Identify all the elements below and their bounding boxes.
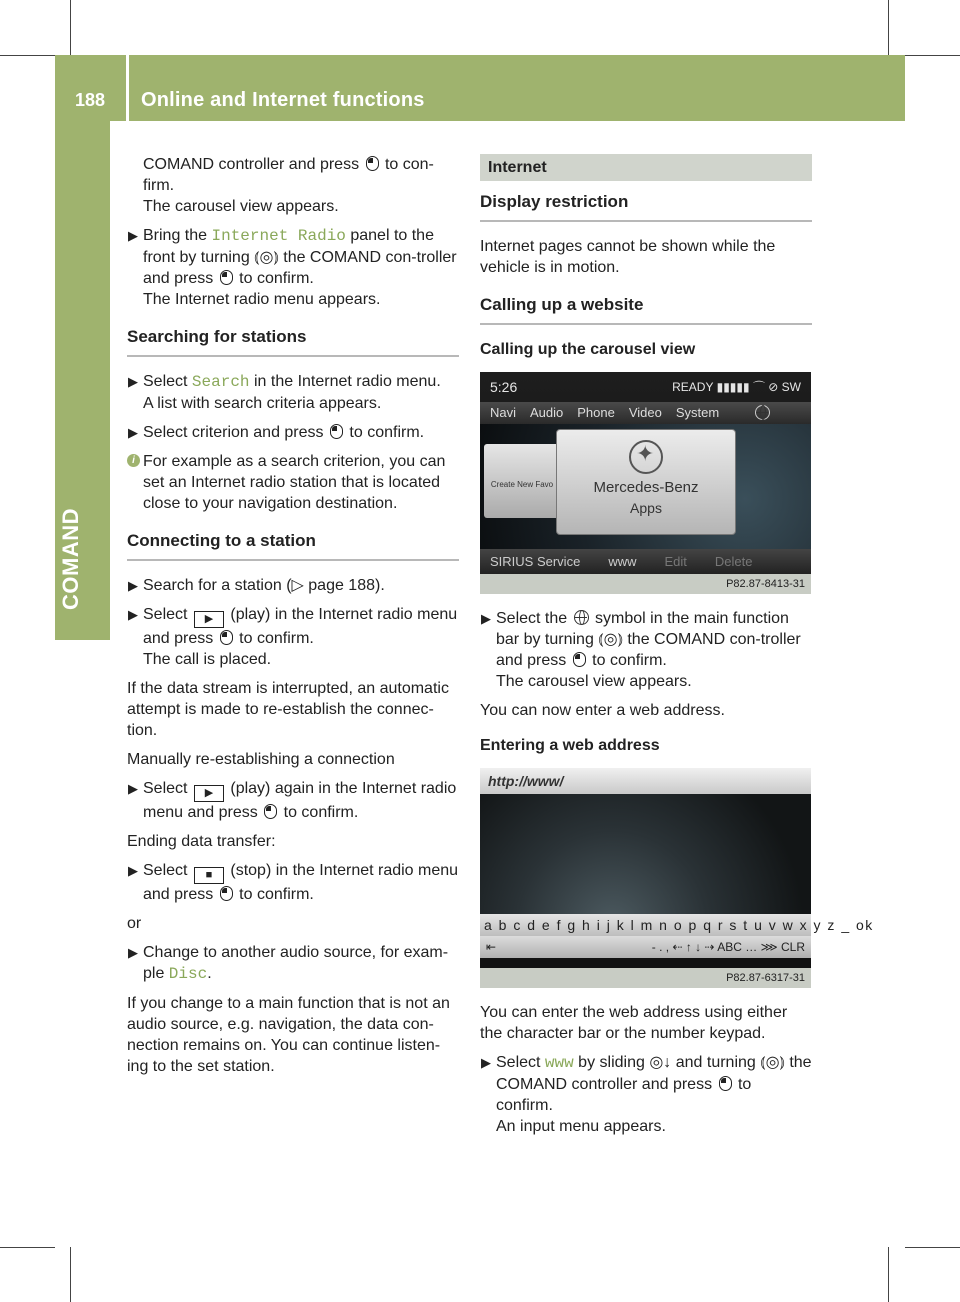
carousel-stage <box>480 424 811 549</box>
section-heading: Connecting to a station <box>127 530 459 561</box>
status-indicators: READY ▮▮▮▮▮ ⌒ ⊘ SW <box>672 380 801 394</box>
step-arrow-icon: ▶ <box>128 228 138 243</box>
press-knob-icon <box>573 652 586 667</box>
crop-mark <box>888 1247 889 1302</box>
step: ▶ Select ▶ (play) again in the Internet radio menu and press to confirm. <box>128 780 457 821</box>
crop-mark <box>70 0 71 55</box>
crop-mark <box>0 1247 55 1248</box>
crop-mark <box>905 55 960 56</box>
paragraph: You can now enter a web address. <box>480 702 725 719</box>
menu-navi[interactable]: Navi <box>490 405 517 420</box>
side-tab-label: COMAND <box>58 508 83 610</box>
display-text: Disc <box>168 965 208 983</box>
tile-sub: Apps <box>630 500 662 516</box>
tool-bar <box>480 936 811 958</box>
step: ▶ Change to another audio source, for exam-ple Disc. <box>128 944 449 983</box>
press-knob-icon <box>330 424 343 439</box>
status-bar <box>480 372 811 402</box>
web-address-screenshot <box>480 768 874 988</box>
subsection-heading: Calling up the carousel view <box>480 341 696 358</box>
press-knob-icon <box>220 630 233 645</box>
create-favorite-tile[interactable]: Create New Favo <box>484 444 560 518</box>
paragraph: Manually re-establishing a connection <box>127 751 395 768</box>
step: ▶ Select ■ (stop) in the Internet radio menu and press to confirm. <box>128 862 459 903</box>
step-arrow-icon: ▶ <box>128 945 138 960</box>
info-icon: i <box>127 454 140 467</box>
crop-mark <box>905 1247 960 1248</box>
step: ▶ Bring the Internet Radio panel to the front by turning ⦅◎⦆ the COMAND con-troller and press to confirm. The Internet radio menu appears. <box>128 227 457 308</box>
paragraph: Internet pages cannot be shown while the vehicle is in motion. <box>480 238 776 276</box>
step: ▶ Select www by sliding ◎↓ and turning ⦅◎⦆ the COMAND controller and press to confirm. An input menu appears. <box>481 1054 812 1135</box>
carousel-screenshot <box>480 372 811 594</box>
bottom-bar <box>480 549 811 574</box>
main-function-bar <box>480 402 811 424</box>
crop-mark <box>888 0 889 55</box>
menu-system[interactable]: System <box>675 405 720 420</box>
paragraph: If the data stream is interrupted, an automatic attempt is made to re-establish the connec-tion. <box>127 680 449 739</box>
character-bar[interactable]: a b c d e f g h i j k l m n o p q r s t u v w x y z _ ok <box>480 914 811 936</box>
globe-icon <box>574 610 589 625</box>
play-icon: ▶ <box>194 785 224 802</box>
crop-mark <box>70 1247 71 1302</box>
section-box: Internet <box>480 154 812 181</box>
section-heading: Calling up a website <box>480 294 812 325</box>
section-heading: Searching for stations <box>127 326 459 357</box>
back-icon[interactable]: ⇤ <box>486 940 497 954</box>
menu-audio[interactable]: Audio <box>530 405 564 420</box>
menu-video[interactable]: Video <box>628 405 662 420</box>
edit-button[interactable]: Edit <box>664 554 687 569</box>
step-arrow-icon: ▶ <box>128 425 138 440</box>
step: ▶ Select Search in the Internet radio menu. A list with search criteria appears. <box>128 373 441 412</box>
info-note: i For example as a search criterion, you can set an Internet radio station that is located close to your navigation destination. <box>127 451 459 514</box>
header-bar <box>55 55 905 121</box>
paragraph: or <box>127 915 142 932</box>
press-knob-icon <box>719 1076 732 1091</box>
step-arrow-icon: ▶ <box>128 374 138 389</box>
step-arrow-icon: ▶ <box>481 611 491 626</box>
play-icon: ▶ <box>194 611 224 628</box>
step: ▶ Select criterion and press to confirm. <box>128 424 425 441</box>
step-arrow-icon: ▶ <box>128 578 138 593</box>
page-number: 188 <box>74 90 106 110</box>
left-column <box>127 154 459 1085</box>
press-knob-icon <box>366 156 379 171</box>
menu-phone[interactable]: Phone <box>577 405 615 420</box>
subsection-heading: Entering a web address <box>480 737 660 754</box>
step-arrow-icon: ▶ <box>128 607 138 622</box>
right-column <box>480 154 874 1145</box>
paragraph: Ending data transfer: <box>127 833 276 850</box>
sirius-service-button[interactable]: SIRIUS Service <box>490 554 581 569</box>
display-text: Search <box>191 373 250 391</box>
step-arrow-icon: ▶ <box>128 781 138 796</box>
globe-backdrop <box>480 794 811 914</box>
paragraph: COMAND controller and press to con-firm. The carousel view appears. <box>143 156 434 215</box>
www-button[interactable]: www <box>608 554 637 569</box>
figure-caption: P82.87-6317-31 <box>480 968 811 988</box>
rotate-controller-icon: ⦅◎⦆ <box>760 1054 785 1071</box>
delete-button[interactable]: Delete <box>714 554 753 569</box>
paragraph: If you change to a main function that is not an audio source, e.g. navigation, the data con-nection remains on. You can continue listen-ing to the set station. <box>127 995 450 1075</box>
figure-caption: P82.87-8413-31 <box>480 574 811 594</box>
display-text: Internet Radio <box>211 227 346 245</box>
press-knob-icon <box>220 270 233 285</box>
step: ▶ Select the symbol in the main function bar by turning ⦅◎⦆ the COMAND con-troller and press to confirm. The carousel view appears. <box>481 610 801 690</box>
mercedes-star-icon <box>629 440 663 474</box>
step-arrow-icon: ▶ <box>481 1055 491 1070</box>
step: ▶ Select ▶ (play) in the Internet radio menu and press to confirm. The call is placed. <box>128 606 458 668</box>
crop-mark <box>0 55 55 56</box>
slide-controller-icon: ◎↓ <box>649 1054 672 1071</box>
chapter-title: Online and Internet functions <box>141 89 425 111</box>
mercedes-apps-tile[interactable] <box>556 429 736 535</box>
step-arrow-icon: ▶ <box>128 863 138 878</box>
tool-keys[interactable]: - . , ⇠ ↑ ↓ ⇢ ABC … ⋙ CLR <box>651 940 805 954</box>
rotate-controller-icon: ⦅◎⦆ <box>254 249 279 266</box>
section-heading: Display restriction <box>480 191 812 222</box>
display-text: www <box>544 1054 574 1072</box>
url-field[interactable]: http://www/ <box>480 768 811 794</box>
paragraph: You can enter the web address using either the character bar or the number keypad. <box>480 1004 788 1042</box>
header-separator <box>126 55 129 121</box>
globe-icon[interactable] <box>755 405 770 420</box>
clock: 5:26 <box>490 379 518 395</box>
tile-name: Mercedes-Benz <box>593 479 699 496</box>
stop-icon: ■ <box>194 867 224 884</box>
step: ▶ Search for a station (▷ page 188). <box>128 577 385 594</box>
press-knob-icon <box>264 804 277 819</box>
press-knob-icon <box>220 886 233 901</box>
rotate-controller-icon: ⦅◎⦆ <box>598 631 623 648</box>
